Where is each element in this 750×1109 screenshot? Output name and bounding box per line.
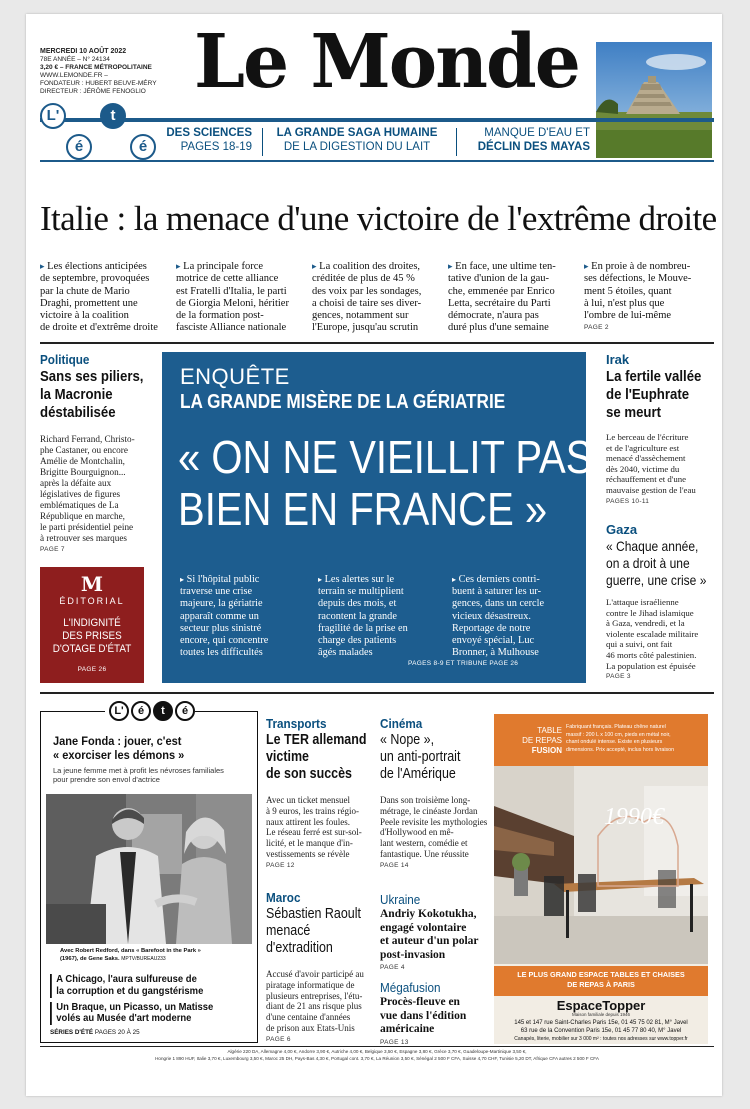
ete-badge: L' é t é	[105, 701, 195, 723]
photo-credit: MPTV/BUREAU233	[121, 955, 166, 962]
masthead-meta	[40, 48, 200, 96]
article-politique[interactable]: Politique Sans ses piliers, la Macronie déstabilisée Richard Ferrand, Christo- phe Castaner, ou encore Amélie de Montchalin, Brigitte Bourguignon... après la défaite aux législatives de figures emblématiques de La République en marche, le parti présidentiel peine à retrouver ses marques PAGE 7	[40, 352, 150, 553]
article-title: La fertile vallée	[606, 368, 702, 385]
ad-description: Fabriquant français. Plateau chêne naturel massif : 200 L x 100 cm, pieds en métal noir, chant ondulé intense. Existe en plusieurs dimensions. Prix accepté, inclus hors livraison	[566, 724, 675, 753]
ad-brand-subtitle: Maison familiale depuis 1946	[571, 1012, 631, 1017]
enquete-feature[interactable]	[162, 352, 593, 683]
ad-addresses: 145 et 147 rue Saint-Charles Paris 15e, 01 45 75 02 81, M° Javel 63 rue de la Convention Paris 15e, 01 45 77 80 40, M° Javel Canapés, literie, mobilier sur 3 000 m² : toutes nos adresses sur www.topper.fr	[514, 1020, 688, 1042]
ete-series-ref: SÉRIES D'ÉTÉ PAGES 20 À 25	[50, 1029, 140, 1037]
summary-col-3: ▸ La coalition des droites, créditée de plus de 45 % des voix par les sondages, a choisi de taire ses diver- gences, notamment sur l'Europe, jusqu'au scrutin	[312, 261, 422, 334]
summary-col-4: ▸ En face, une ultime ten- tative d'union de la gau- che, emmenée par Enrico Letta, secrétaire du Parti démocrate, n'aura pas duré plus d'une semaine	[448, 261, 556, 334]
enquete-col-2: ▸ Les alertes sur le terrain se multiplient depuis des mois, et racontent la grande fragilité de la prise en charge des patients âgés malades	[318, 574, 408, 659]
article-irak[interactable]: Irak La fertile vallée de l'Euphrate se meurt Le berceau de l'écriture et de l'agriculture est menacé d'assèchement dès 2040, victime du réchauffement et d'une mauvaise gestion de l'eau PAGES 10-11	[606, 352, 714, 505]
section-divider	[40, 692, 714, 694]
teaser-divider	[456, 128, 457, 156]
teaser-saga-line1: LA GRANDE SAGA HUMAINE	[276, 127, 438, 139]
teaser-sciences-line1: DES SCIENCES	[166, 127, 252, 139]
advertisement-topper[interactable]	[494, 714, 708, 1044]
page-ref: PAGE 2	[584, 324, 609, 332]
summary-col-5: ▸ En proie à de nombreu- ses défections, le Mouve- ment 5 étoiles, quant à lui, n'est plus que l'ombre de lui-même PAGE 2	[584, 260, 712, 335]
issue-website[interactable]: WWW.LEMONDE.FR –	[40, 72, 108, 79]
ad-price: 1990€	[604, 804, 664, 830]
page-ref: PAGE 26	[77, 666, 107, 673]
ete-items	[50, 974, 256, 1037]
newspaper-logo: Le Monde	[194, 19, 579, 105]
teaser-divider	[262, 128, 263, 156]
page-ref: PAGE 7	[40, 546, 65, 553]
ete-logo[interactable]	[40, 102, 160, 162]
masthead-bottom-line	[40, 160, 714, 162]
section-label: Politique	[40, 352, 90, 367]
article-megafusion[interactable]	[380, 980, 488, 1046]
ad-brand-logo: EspaceTopper	[556, 998, 646, 1013]
footer-divider	[40, 1046, 714, 1047]
ete-title: Jane Fonda : jouer, c'est « exorciser les démons »	[53, 734, 185, 762]
mayan-pyramid-photo	[596, 42, 712, 158]
article-title: Sébastien Raoult	[266, 906, 361, 922]
page-ref: PAGES 8-9 ET TRIBUNE PAGE 26	[408, 660, 519, 667]
teaser-sciences[interactable]	[156, 126, 252, 158]
article-title: « Chaque année, on a droit à une guerre, une crise »	[606, 538, 707, 588]
teaser-saga-line2: DE LA DIGESTION DU LAIT	[283, 141, 431, 153]
article-title: Procès-fleuve en vue dans l'édition américaine	[380, 996, 467, 1035]
article-title: Sans ses piliers,	[40, 368, 144, 385]
ete-letter-e2: é	[130, 134, 156, 160]
headline-summary-columns	[40, 260, 714, 334]
section-label: Maroc	[266, 890, 301, 905]
enquete-col-1: ▸ Si l'hôpital public traverse une crise majeure, la gériatrie apparaît comme un secteur plus sinistré encore, qui concentre toutes les difficultés	[180, 574, 269, 659]
ete-letter-t: t	[100, 103, 126, 129]
article-body: Le berceau de l'écriture et de l'agriculture est menacé d'assèchement dès 2040, victime du réchauffement et d'une mauvaise gestion de l'eau	[606, 432, 696, 495]
enquete-title: LA GRANDE MISÈRE DE LA GÉRIATRIE	[180, 391, 506, 413]
page-ref: PAGE 13	[380, 1038, 409, 1046]
jane-fonda-photo	[46, 794, 252, 944]
summary-col-1: ▸ Les élections anticipées de septembre, provoquées par la chute de Mario Draghi, promettent une victoire à la coalition de droite et d'extrême droite	[40, 261, 158, 334]
page-ref: PAGE 14	[380, 861, 409, 869]
page-ref: PAGES 10-11	[606, 497, 650, 505]
page-ref: PAGE 3	[606, 673, 631, 681]
enquete-quote-line2: BIEN EN FRANCE »	[178, 483, 548, 535]
article-ukraine[interactable]	[380, 892, 488, 971]
section-label: Cinéma	[380, 716, 423, 731]
article-cinema[interactable]: Cinéma « Nope », un anti-portrait de l'Amérique Dans son troisième long- métrage, le cinéaste Jordan Peele revisite les mythologies d'Hollywood en mê- lant western, comédie et fantastique. Une réussite PAGE 14	[380, 716, 488, 869]
ete-item-musee[interactable]: Un Braque, un Picasso, un Matisse volés au Musée d'art moderne	[50, 1002, 235, 1026]
editorial-title: L'INDIGNITÉ DES PRISES D'OTAGE D'ÉTAT	[52, 617, 132, 655]
article-maroc[interactable]: Maroc Sébastien Raoult menacé d'extradition Accusé d'avoir participé au piratage informatique de plusieurs entreprises, l'étu- diant de 21 ans risque plus d'une centaine d'années de prison aux Etats-Unis PAGE 6	[266, 890, 370, 1043]
teaser-sciences-line2: PAGES 18-19	[180, 141, 252, 153]
article-title: Andriy Kokotukha, engagé volontaire et auteur d'un polar post-invasion	[380, 908, 479, 961]
article-body: Avec un ticket mensuel à 9 euros, les trains régio- naux attirent les foules. Le réseau ferré est sur-sol- licité, et le manque d'in- vestissements se révèle	[266, 795, 362, 859]
enquete-quote-line1: « ON NE VIEILLIT PAS	[178, 431, 593, 483]
enquete-col-3: ▸ Ces derniers contri- buent à saturer les ur- gences, dans un cercle vicieux désastreux. Reportage de notre envoyé spécial, Luc Bronner, à Mulhouse	[452, 574, 545, 659]
ete-item-chicago[interactable]: A Chicago, l'aura sulfureuse de la corruption et du gangstérisme	[50, 974, 235, 998]
newspaper-front-page	[26, 14, 722, 1096]
issue-date: MERCREDI 10 AOÛT 2022	[40, 48, 127, 55]
section-label: Transports	[266, 716, 327, 731]
issue-founder: FONDATEUR : HUBERT BEUVE-MÉRY	[40, 80, 157, 87]
ad-product-name: TABLE DE REPAS FUSION	[522, 726, 562, 755]
section-label: Irak	[606, 352, 630, 367]
section-label: Gaza	[606, 522, 638, 537]
article-body: Richard Ferrand, Christo- phe Castaner, ou encore Amélie de Montchalin, Brigitte Bourguignon... après la défaite aux législatives de figures emblématiques de La République en marche, le parti présidentiel peine à retrouver ses marques	[40, 434, 135, 543]
teaser-saga-lait[interactable]	[266, 126, 448, 158]
article-transports[interactable]: Transports Le TER allemand victime de son succès Avec un ticket mensuel à 9 euros, les trains régio- naux attirent les foules. Le réseau ferré est sur-sol- licité, et le manque d'in- vestissements se révèle PAGE 12	[266, 716, 370, 869]
enquete-kicker: ENQUÊTE	[180, 364, 290, 389]
photo-caption: Avec Robert Redford, dans « Barefoot in the Park » (1967), de Gene Saks. MPTV/BUREAU233	[60, 948, 201, 962]
editorial-box[interactable]	[40, 567, 144, 683]
section-label: Ukraine	[380, 892, 421, 907]
article-body: Dans son troisième long- métrage, le cinéaste Jordan Peele revisite les mythologies d'Hollywood en mê- lant western, comédie et fantastique. Une réussite	[380, 795, 488, 859]
teaser-mayas[interactable]	[460, 126, 590, 158]
footer-prices: Algérie 220 DA, Allemagne 4,00 €, Andorre 3,90 €, Autriche 4,00 €, Belgique 3,50 €, Espagne 3,80 €, Grèce 3,70 €, Guadeloupe-Martinique 3,50 €, Hongrie 1 890 HUF, Italie 3,70 €, Luxembourg 3,50 €, Maroc 25 DH, Pays-Bas 4,30 €, Portugal cont. 3,70 €, La Réunion 3,50 €, Sénégal 2 500 F CFA, Suisse 4,70 CHF, Tunisie 5,20 DT, Afrique CFA autres 2 500 F CFA	[155, 1049, 599, 1061]
summary-col-2: ▸ La principale force motrice de cette alliance est Fratelli d'Italia, le parti de Giorgia Meloni, héritier de la formation post- fasciste Alliance nationale	[176, 261, 289, 334]
editorial-logo: M	[80, 572, 104, 596]
teaser-mayas-line2: DÉCLIN DES MAYAS	[477, 141, 590, 153]
issue-director: DIRECTEUR : JÉRÔME FENOGLIO	[40, 88, 146, 95]
article-title: « Nope »,	[380, 732, 435, 748]
ad-banner: LE PLUS GRAND ESPACE TABLES ET CHAISES DE REPAS À PARIS	[494, 966, 708, 996]
section-divider	[40, 342, 714, 344]
teaser-mayas-line1: MANQUE D'EAU ET	[484, 127, 590, 139]
page-ref: PAGE 4	[380, 964, 405, 971]
page-ref: PAGE 6	[266, 1035, 291, 1043]
ete-subtitle: La jeune femme met à profit les névroses familiales pour prendre son envol d'actrice	[53, 766, 224, 784]
issue-price: 3,20 € – FRANCE MÉTROPOLITAINE	[40, 64, 152, 71]
issue-edition: 78E ANNÉE – N° 24134	[40, 56, 110, 63]
ete-letter-e1: é	[66, 134, 92, 160]
ad-dining-table-photo	[494, 766, 708, 964]
article-gaza[interactable]	[606, 522, 714, 680]
article-title: Le TER allemand	[266, 732, 367, 748]
section-label: Mégafusion	[380, 980, 441, 995]
article-body: L'attaque israélienne contre le Jihad islamique à Gaza, vendredi, et la violente escalade militaire qui a suivi, ont fait 46 morts côté palestinien. La population est épuisée	[606, 597, 699, 671]
article-body: Accusé d'avoir participé au piratage informatique de plusieurs entreprises, l'étu- diant de 21 ans risque plus d'une centaine d'années de prison aux Etats-Unis	[266, 969, 364, 1033]
editorial-label: ÉDITORIAL	[59, 596, 125, 606]
ete-letter-l: L'	[40, 103, 66, 129]
main-headline[interactable]: Italie : la menace d'une victoire de l'extrême droite	[40, 199, 717, 238]
page-ref: PAGE 12	[266, 861, 295, 869]
